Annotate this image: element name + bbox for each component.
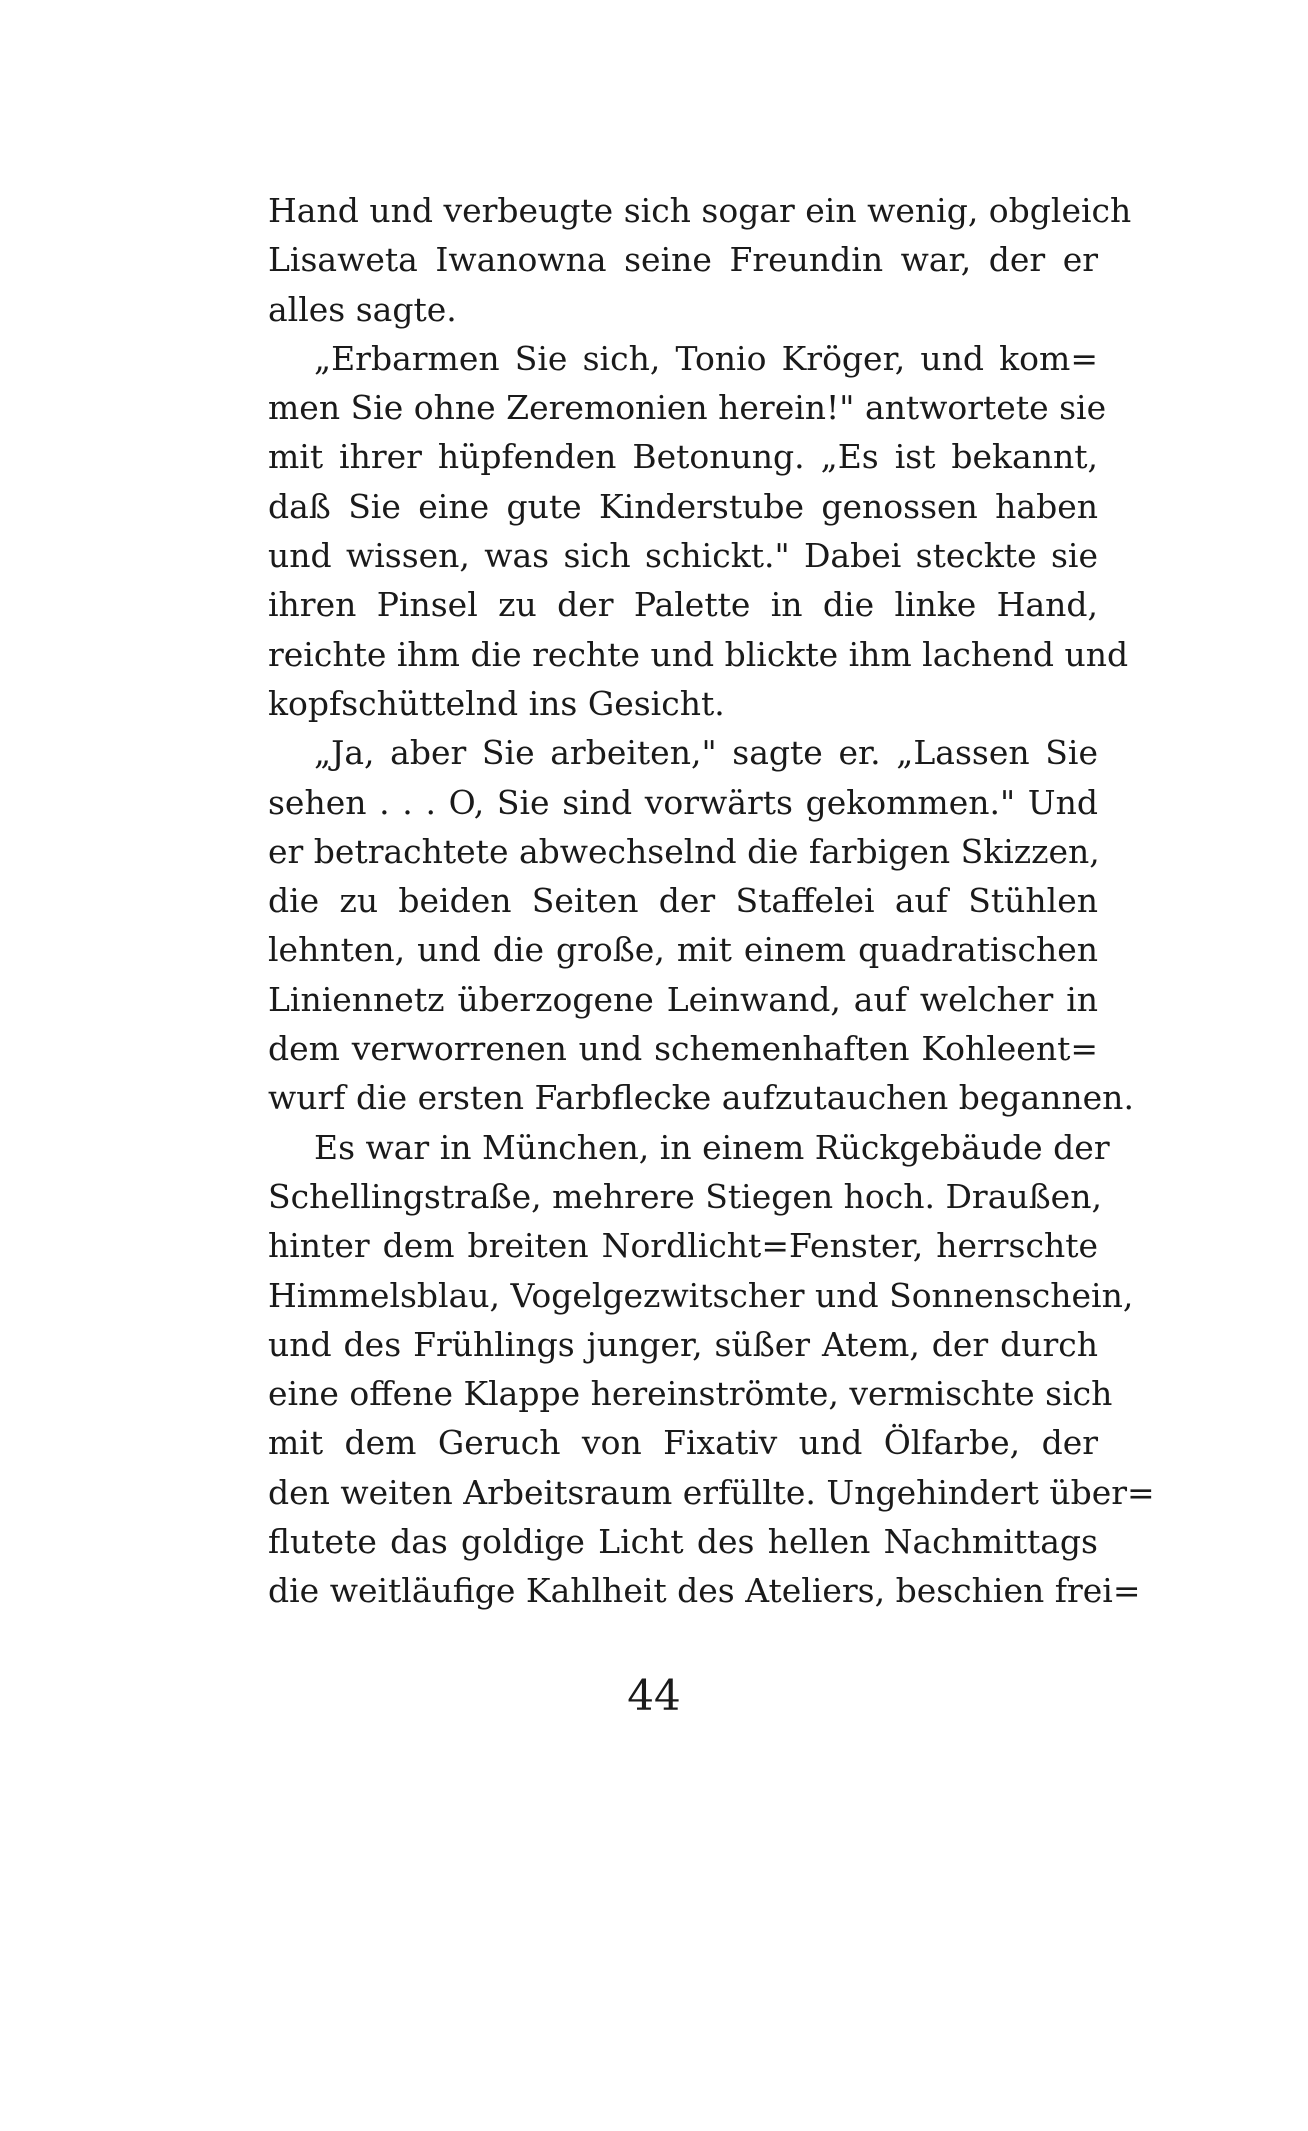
- text-line: flutete das goldige Licht des hellen Nachmittags: [268, 1522, 1098, 1562]
- text-line: Liniennetz überzogene Leinwand, auf welcher in: [268, 979, 1098, 1019]
- text-line: mit dem Geruch von Fixativ und Ölfarbe, der: [268, 1423, 1098, 1463]
- text-line: daß Sie eine gute Kinderstube genossen haben: [268, 486, 1098, 526]
- text-line: Lisaweta Iwanowna seine Freundin war, der er: [268, 240, 1098, 280]
- body-text: [268, 186, 1155, 1616]
- text-line: dem verworrenen und schemenhaften Kohleent=: [268, 1029, 1098, 1069]
- text-line: die zu beiden Seiten der Staffelei auf Stühlen: [268, 881, 1098, 921]
- text-line: Himmelsblau, Vogelgezwitscher und Sonnenschein,: [268, 1275, 1134, 1315]
- text-line: eine offene Klappe hereinströmte, vermischte sich: [268, 1374, 1113, 1414]
- text-line: alles sagte.: [268, 289, 457, 329]
- text-line: mit ihrer hüpfenden Betonung. „Es ist bekannt,: [268, 437, 1098, 477]
- text-line: reichte ihm die rechte und blickte ihm lachend und: [268, 634, 1129, 674]
- text-line: „Erbarmen Sie sich, Tonio Kröger, und kom=: [314, 338, 1098, 378]
- text-line: Schellingstraße, mehrere Stiegen hoch. Draußen,: [268, 1176, 1102, 1216]
- text-line: „Ja, aber Sie arbeiten," sagte er. „Lassen Sie: [314, 733, 1098, 773]
- text-line: hinter dem breiten Nordlicht=Fenster, herrschte: [268, 1226, 1098, 1266]
- text-line: wurf die ersten Farbflecke aufzutauchen begannen.: [268, 1078, 1134, 1118]
- text-line: ihren Pinsel zu der Palette in die linke Hand,: [268, 585, 1098, 625]
- text-line: den weiten Arbeitsraum erfüllte. Ungehindert über=: [268, 1472, 1155, 1512]
- text-line: Hand und verbeugte sich sogar ein wenig, obgleich: [268, 191, 1132, 230]
- text-line: kopfschüttelnd ins Gesicht.: [268, 683, 725, 723]
- text-line: sehen . . . O, Sie sind vorwärts gekommen." Und: [268, 782, 1098, 822]
- text-line: lehnten, und die große, mit einem quadratischen: [268, 930, 1098, 970]
- text-line: er betrachtete abwechselnd die farbigen Skizzen,: [268, 831, 1100, 871]
- text-line: men Sie ohne Zeremonien herein!" antwortete sie: [268, 388, 1107, 428]
- text-line: und des Frühlings junger, süßer Atem, der durch: [268, 1324, 1098, 1364]
- page-number: 44: [627, 1671, 681, 1720]
- text-line: die weitläufige Kahlheit des Ateliers, beschien frei=: [268, 1571, 1141, 1611]
- text-line: Es war in München, in einem Rückgebäude der: [314, 1127, 1110, 1167]
- text-line: und wissen, was sich schickt." Dabei steckte sie: [268, 536, 1098, 576]
